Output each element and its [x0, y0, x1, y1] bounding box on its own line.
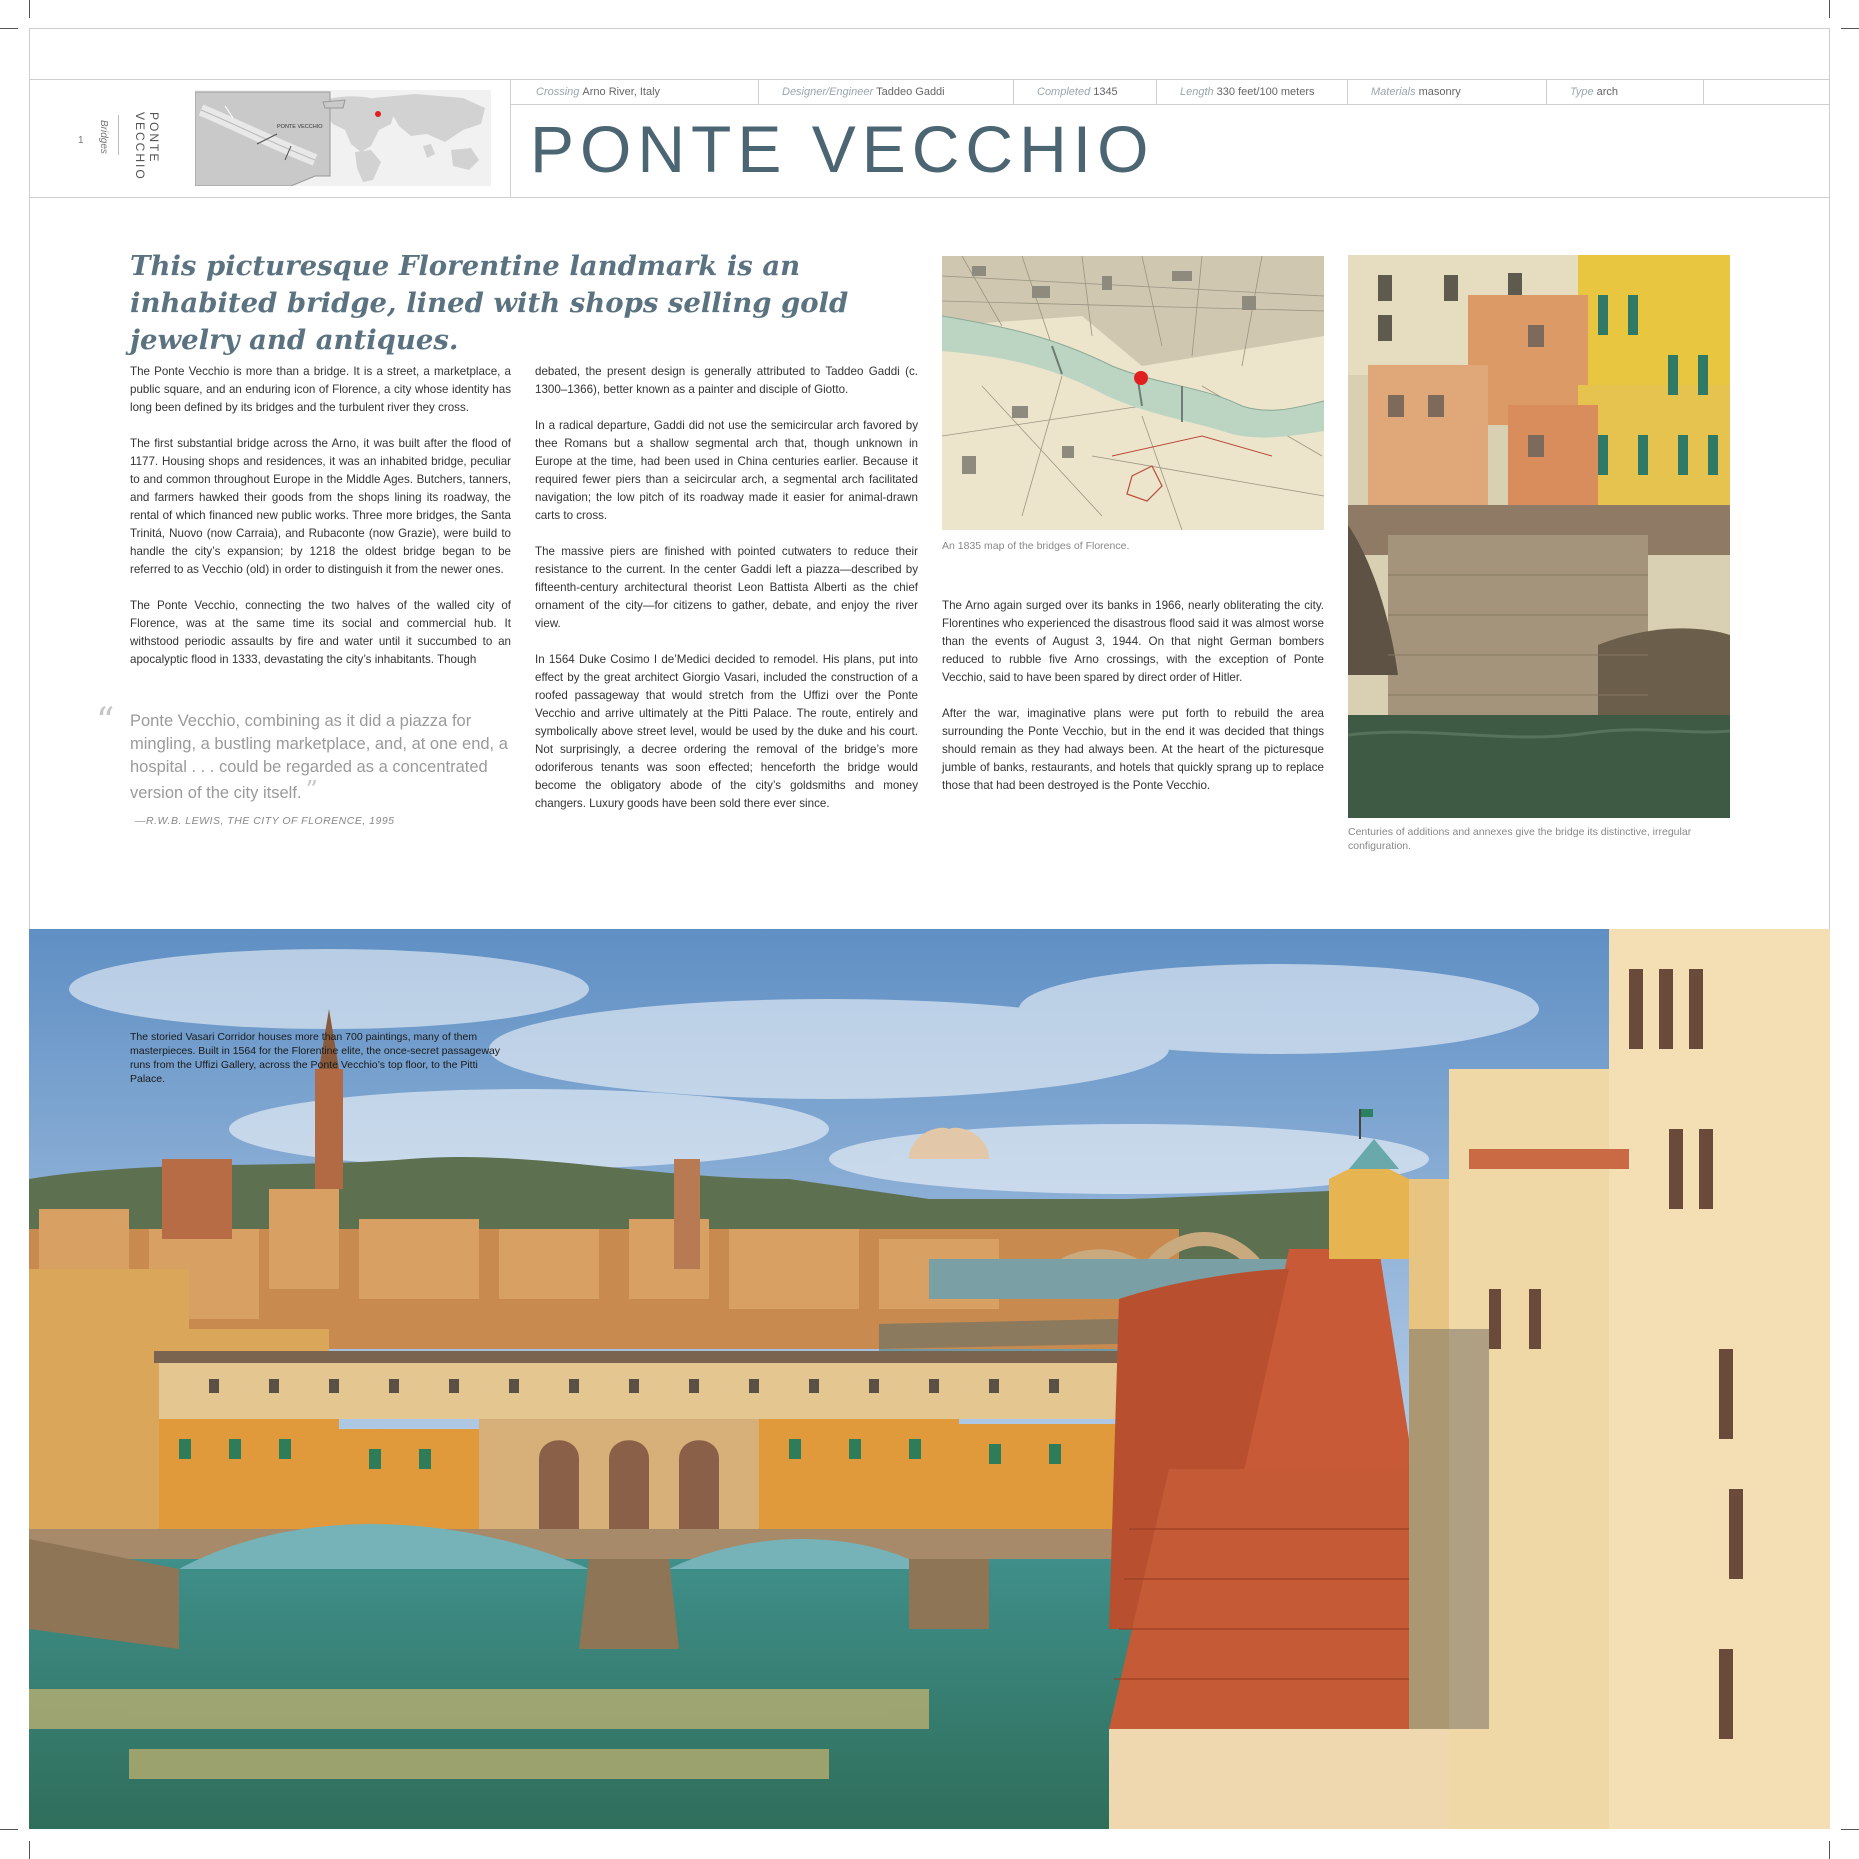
paragraph: The massive piers are finished with pointed cutwaters to reduce their resistance to the current. In the center Gaddi left a piazza—described by fifteenth-century architectural theorist Leon Battista Alberti as the chief ornament of the city—for citizens to gather, debate, and enjoy the river view. [535, 545, 918, 630]
paragraph: The Ponte Vecchio, connecting the two halves of the walled city of Florence, was at the same time its social and commercial hub. It withstood periodic assaults by fire and water until it succumbed to an apocalyptic flood in 1333, devastating the city’s inhabitants. Though [130, 599, 511, 666]
bridge-shops-photo [1348, 255, 1730, 818]
spec-materials: Materials masonry [1371, 86, 1461, 98]
page-title: PONTE VECCHIO [530, 112, 1155, 186]
paragraph: After the war, imaginative plans were put forth to rebuild the area surrounding the Ponte Vecchio, but in the end it was decided that things should remain as they had always been. At the heart of the picturesque jumble of banks, restaurants, and hotels that quickly sprang up to replace those that had been destroyed is the Ponte Vecchio. [942, 707, 1324, 792]
spec-crossing: Crossing Arno River, Italy [536, 86, 661, 98]
body-column-3 [942, 597, 1324, 813]
paragraph: The Arno again surged over its banks in 1966, nearly obliterating the city. Florentines who experienced the disastrous flood said it was almost worse than the events of August 3, 1944. On that night German bombers reduced to rubble five Arno crossings, with the exception of Ponte Vecchio, said to have been spared by direct order of Hitler. [942, 599, 1324, 684]
section-label: Bridges [98, 120, 109, 154]
paragraph: In a radical departure, Gaddi did not use the semicircular arch favored by thee Romans but a shallow segmental arch that, though unknown in Europe at the time, had been used in China centuries earlier. Because it required fewer piers than a seicircular arch, a segmental arch facilitated navigation; the low pitch of its roadway made it easier for animal-drawn carts to cross. [535, 419, 918, 522]
close-quote-icon: ” [305, 776, 318, 804]
pull-quote [96, 701, 510, 805]
body-column-1 [130, 363, 511, 687]
dek: This picturesque Florentine landmark is an inhabited bridge, lined with shops selling gold jewelry and antiques. [130, 250, 849, 356]
bridge-photo-caption: Centuries of additions and annexes give the bridge its distinctive, irregular configuration. [1348, 826, 1692, 852]
spec-row [510, 80, 1830, 104]
historic-map-image [942, 256, 1324, 530]
open-quote-icon: “ [96, 701, 115, 742]
pull-quote-text: Ponte Vecchio, combining as it did a piazza for mingling, a bustling marketplace, and, at one end, a hospital . . . could be regarded as a concentrated version of the city itself. [130, 712, 508, 802]
paragraph: The first substantial bridge across the Arno, it was built after the flood of 1177. Housing shops and residences, it was an inhabited bridge, peculiar to and common throughout Europe in the Middle Ages. Butchers, tanners, and farmers hawked their goods from the shops lining its roadway, the rental of which financed new public works. Three more bridges, the Santa Trinitá, Nuovo (now Carraia), and Rubaconte (now Grazie), were build to handle the city’s expansion; by 1218 the oldest bridge began to be referred to as Vecchio (old) in order to distinguish it from the newer ones. [130, 437, 511, 576]
paragraph: The Ponte Vecchio is more than a bridge. It is a street, a marketplace, a public square, and an enduring icon of Florence, a city whose identity has long been defined by its bridges and the turbulent river they cross. [130, 365, 511, 414]
spec-designer: Designer/Engineer Taddeo Gaddi [782, 86, 945, 98]
spec-completed: Completed 1345 [1037, 86, 1118, 98]
paragraph: debated, the present design is generally attributed to Taddeo Gaddi (c. 1300–1366), better known as a painter and disciple of Giotto. [535, 365, 918, 396]
spec-length: Length 330 feet/100 meters [1180, 86, 1315, 98]
spec-type: Type arch [1570, 86, 1619, 98]
pull-quote-attribution: —R.W.B. LEWIS, THE CITY OF FLORENCE, 1995 [135, 815, 395, 827]
hero-caption: The storied Vasari Corridor houses more than 700 paintings, many of them masterpieces. Built in 1564 for the Florentine elite, the once-secret passageway runs from the Uffizi Gallery, across the Ponte Vecchio’s top floor, to the Pitti Palace. [130, 1031, 501, 1085]
page-number: 1 [78, 135, 84, 146]
side-title: PONTE VECCHIO [133, 112, 161, 181]
paragraph: In 1564 Duke Cosimo I de’Medici decided to remodel. His plans, put into effect by the great architect Giorgio Vasari, included the construction of a roofed passageway that would stretch from the Uffizi over the Ponte Vecchio and arrive ultimately at the Pitti Palace. The route, entirely and symbolically above street level, would be used by the duke and his court. Not surprisingly, a decree ordering the removal of the bridge’s more odoriferous tenants was soon effected; henceforth the bridge would become the obligatory abode of the city’s goldsmiths and money changers. Luxury goods have been sold there ever since. [535, 653, 918, 810]
locator-map [195, 90, 491, 186]
locator-label: PONTE VECCHIO [277, 124, 323, 130]
map-caption: An 1835 map of the bridges of Florence. [942, 540, 1130, 552]
body-column-2 [535, 363, 918, 831]
